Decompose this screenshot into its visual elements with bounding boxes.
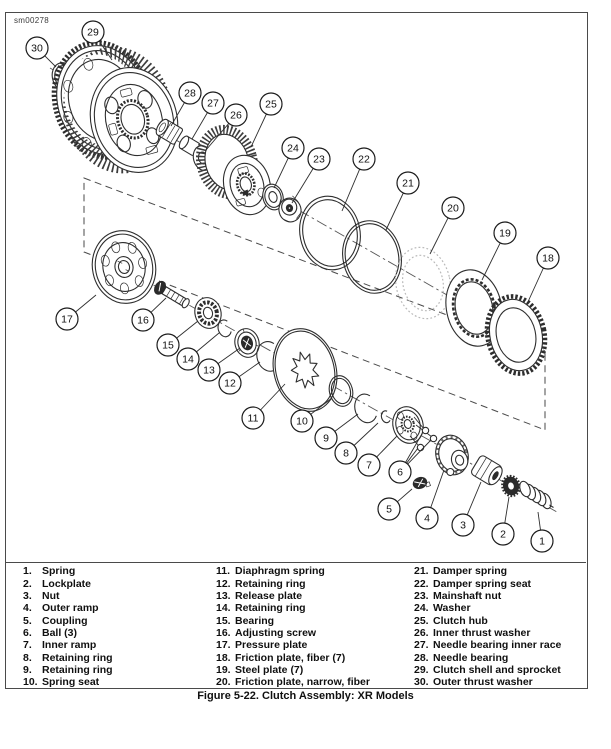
parts-list-row xyxy=(216,614,370,626)
part-number: 10. xyxy=(23,676,38,689)
callout-leader-line xyxy=(527,268,543,304)
callout-number: 3 xyxy=(460,519,466,532)
figure-code: sm00278 xyxy=(14,16,50,25)
parts-list-row xyxy=(216,577,370,589)
callout-leader-line xyxy=(430,218,448,254)
callout-number: 7 xyxy=(366,459,372,472)
callout-30 xyxy=(26,37,56,67)
parts-list-row xyxy=(216,664,370,676)
callout-number: 18 xyxy=(542,252,554,265)
parts-list-row xyxy=(414,614,561,626)
part-17-pressure-plate xyxy=(86,225,163,310)
part-name: Retaining ring xyxy=(235,577,306,590)
callout-number: 28 xyxy=(184,87,196,100)
part-name: Spring xyxy=(42,565,76,578)
callout-leader-line xyxy=(251,114,266,147)
part-name: Clutch hub xyxy=(433,614,488,627)
part-name: Washer xyxy=(433,602,471,615)
callout-number: 29 xyxy=(87,26,99,39)
parts-list-row xyxy=(216,602,370,614)
part-name: Friction plate, narrow, fiber xyxy=(235,676,370,689)
callout-number: 5 xyxy=(386,503,392,516)
callout-number: 9 xyxy=(323,432,329,445)
callout-leader-line xyxy=(342,169,360,211)
callout-leader-line xyxy=(274,158,288,188)
part-22-damper-spring-seat xyxy=(293,191,367,276)
part-name: Outer thrust washer xyxy=(433,676,533,689)
parts-list-row xyxy=(414,577,561,589)
part-number: 27. xyxy=(414,639,429,652)
parts-list-row xyxy=(23,639,113,651)
parts-list-row xyxy=(216,627,370,639)
part-name: Retaining ring xyxy=(235,602,306,615)
callout-number: 24 xyxy=(287,142,299,155)
callout-number: 16 xyxy=(137,314,149,327)
part-number: 28. xyxy=(414,651,429,664)
part-number: 17. xyxy=(216,639,231,652)
parts-list-row xyxy=(23,577,113,589)
part-3-nut xyxy=(470,454,505,487)
parts-list-row xyxy=(23,602,113,614)
part-name: Bearing xyxy=(235,614,275,627)
callout-number: 2 xyxy=(500,528,506,541)
part-name: Release plate xyxy=(235,589,303,602)
part-25-clutch-hub xyxy=(193,123,277,220)
callout-leader-line xyxy=(292,168,313,203)
part-number: 19. xyxy=(216,663,231,676)
part-number: 8. xyxy=(23,651,32,664)
callout-leader-line xyxy=(76,295,97,312)
part-number: 23. xyxy=(414,589,429,602)
callout-24 xyxy=(274,137,304,188)
part-name: Inner ramp xyxy=(42,639,97,652)
callout-leader-line xyxy=(482,243,500,280)
callout-3 xyxy=(452,482,481,536)
callout-number: 15 xyxy=(162,339,174,352)
part-name: Mainshaft nut xyxy=(433,589,502,602)
part-name: Steel plate (7) xyxy=(235,663,304,676)
part-number: 1. xyxy=(23,565,32,578)
callout-number: 30 xyxy=(31,42,43,55)
parts-list-row xyxy=(23,676,113,688)
callout-17 xyxy=(56,295,96,330)
callout-number: 11 xyxy=(247,412,259,425)
callout-leader-line xyxy=(354,423,378,446)
parts-list-row xyxy=(414,602,561,614)
callout-leader-line xyxy=(151,298,166,312)
callout-leader-line xyxy=(218,348,240,364)
callout-21 xyxy=(386,172,419,230)
part-number: 25. xyxy=(414,614,429,627)
callout-leader-line xyxy=(335,414,358,431)
part-1-spring xyxy=(518,480,554,510)
callout-number: 20 xyxy=(447,202,459,215)
parts-list-row xyxy=(216,565,370,577)
callout-number: 19 xyxy=(499,227,511,240)
callout-number: 23 xyxy=(313,153,325,166)
part-number: 7. xyxy=(23,639,32,652)
part-13-release-plate xyxy=(232,326,263,360)
parts-list-column-3 xyxy=(414,565,561,688)
callout-leader-line xyxy=(386,193,403,230)
callout-leader-line xyxy=(196,333,219,352)
parts-list-row xyxy=(414,676,561,688)
callout-leader-line xyxy=(397,489,412,502)
callout-leader-line xyxy=(467,482,481,515)
part-name: Diaphragm spring xyxy=(235,565,325,578)
part-number: 14. xyxy=(216,602,231,615)
callout-leader-line xyxy=(239,362,260,377)
figure-caption: Figure 5-22. Clutch Assembly: XR Models xyxy=(197,690,414,702)
parts-list-row xyxy=(216,590,370,602)
callout-leader-line xyxy=(177,321,198,338)
callout-number: 6 xyxy=(397,466,403,479)
callout-number: 4 xyxy=(424,512,430,525)
parts-list-row xyxy=(23,651,113,663)
callout-1 xyxy=(531,512,553,552)
part-name: Damper spring seat xyxy=(433,577,532,590)
callout-number: 10 xyxy=(296,415,308,428)
callout-leader-line xyxy=(261,384,286,410)
callout-leader-line xyxy=(505,497,509,523)
part-name: Clutch shell and sprocket xyxy=(433,663,561,676)
part-name: Spring seat xyxy=(42,676,100,689)
parts-list-row xyxy=(23,565,113,577)
part-number: 29. xyxy=(414,663,429,676)
part-number: 5. xyxy=(23,614,32,627)
part-29-clutch-shell-and-sprocket xyxy=(42,32,190,183)
part-21-damper-spring xyxy=(336,215,408,298)
parts-list-column-1 xyxy=(23,565,113,688)
parts-list-row xyxy=(414,664,561,676)
callout-16 xyxy=(132,298,166,331)
callout-18 xyxy=(527,247,559,304)
callout-leader-line xyxy=(377,436,397,457)
callout-number: 12 xyxy=(224,377,236,390)
parts-list-row xyxy=(216,639,370,651)
parts-list-row xyxy=(216,676,370,688)
callout-5 xyxy=(378,489,412,520)
callout-20 xyxy=(430,197,464,254)
callout-11 xyxy=(242,384,285,429)
callout-12 xyxy=(219,362,260,394)
parts-list-row xyxy=(414,565,561,577)
part-name: Outer ramp xyxy=(42,602,99,615)
callout-number: 26 xyxy=(230,109,242,122)
part-number: 3. xyxy=(23,589,32,602)
part-11-diaphragm-spring xyxy=(264,321,346,418)
callout-25 xyxy=(251,93,282,147)
parts-list-row xyxy=(216,651,370,663)
parts-list xyxy=(6,562,586,688)
part-number: 13. xyxy=(216,589,231,602)
part-number: 30. xyxy=(414,676,429,689)
part-5-coupling xyxy=(412,475,431,491)
part-number: 6. xyxy=(23,626,32,639)
parts-list-row xyxy=(414,639,561,651)
part-number: 16. xyxy=(216,626,231,639)
parts-list-column-2 xyxy=(216,565,370,688)
part-number: 24. xyxy=(414,602,429,615)
part-7-inner-ramp xyxy=(389,403,428,447)
part-15-bearing xyxy=(191,295,224,332)
callout-number: 1 xyxy=(539,535,545,548)
callout-number: 22 xyxy=(358,153,370,166)
parts-list-row xyxy=(414,627,561,639)
callout-number: 21 xyxy=(402,177,414,190)
part-name: Friction plate, fiber (7) xyxy=(235,651,346,664)
part-name: Coupling xyxy=(42,614,88,627)
parts-list-row xyxy=(23,627,113,639)
callout-19 xyxy=(482,222,516,280)
part-number: 15. xyxy=(216,614,231,627)
callout-22 xyxy=(342,148,375,211)
callout-number: 13 xyxy=(203,364,215,377)
parts-list-row xyxy=(23,590,113,602)
part-2-lockplate xyxy=(500,474,522,498)
part-name: Damper spring xyxy=(433,565,508,578)
part-number: 12. xyxy=(216,577,231,590)
part-name: Needle bearing xyxy=(433,651,509,664)
part-4-outer-ramp xyxy=(431,432,472,479)
part-name: Retaining ring xyxy=(42,663,113,676)
callout-number: 27 xyxy=(207,97,219,110)
part-number: 4. xyxy=(23,602,32,615)
part-number: 22. xyxy=(414,577,429,590)
callout-number: 25 xyxy=(265,98,277,111)
part-name: Lockplate xyxy=(42,577,92,590)
callout-2 xyxy=(492,497,514,545)
part-name: Pressure plate xyxy=(235,639,308,652)
parts-list-row xyxy=(23,664,113,676)
callout-leader-line xyxy=(192,113,208,140)
part-number: 21. xyxy=(414,565,429,578)
callout-number: 8 xyxy=(343,447,349,460)
part-number: 18. xyxy=(216,651,231,664)
parts-list-row xyxy=(23,614,113,626)
part-number: 11. xyxy=(216,565,231,578)
part-number: 9. xyxy=(23,663,32,676)
parts-list-row xyxy=(414,651,561,663)
part-number: 20. xyxy=(216,676,231,689)
part-name: Needle bearing inner race xyxy=(433,639,562,652)
callout-number: 17 xyxy=(61,313,73,326)
part-number: 2. xyxy=(23,577,32,590)
callout-number: 14 xyxy=(182,353,194,366)
part-number: 26. xyxy=(414,626,429,639)
part-name: Retaining ring xyxy=(42,651,113,664)
callout-leader-line xyxy=(538,512,541,530)
part-name: Adjusting screw xyxy=(235,626,317,639)
part-name: Inner thrust washer xyxy=(433,626,531,639)
callout-leader-line xyxy=(431,470,444,508)
part-name: Ball (3) xyxy=(42,626,78,639)
part-name: Nut xyxy=(42,589,60,602)
parts-list-row xyxy=(414,590,561,602)
callout-leader-line xyxy=(45,56,56,67)
